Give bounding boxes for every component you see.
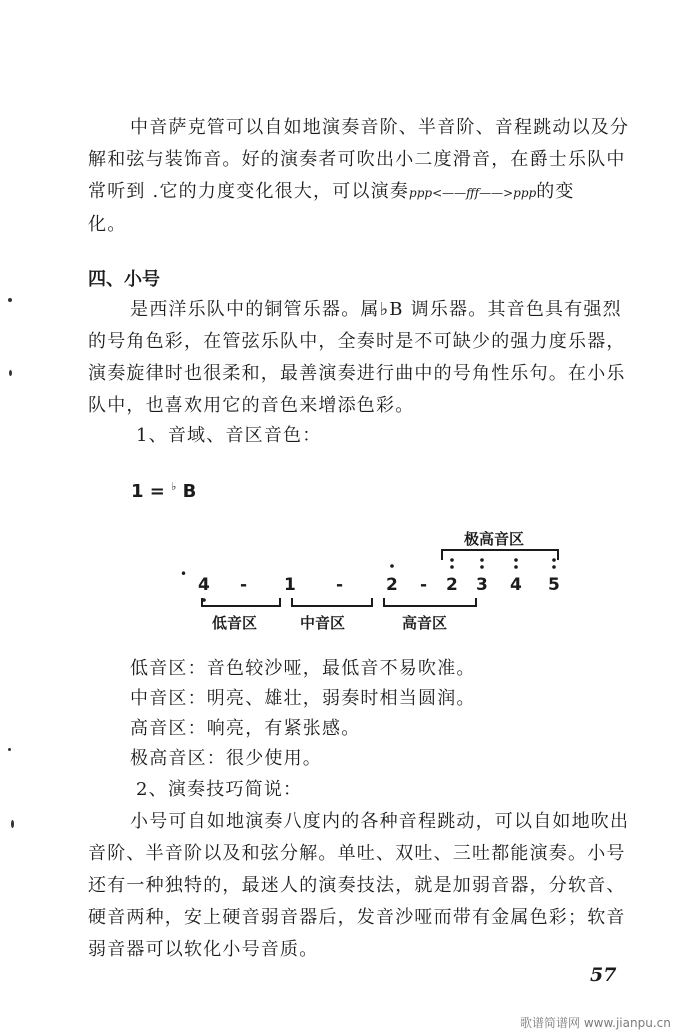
technique-line-2: 音阶、半音阶以及和弦分解。单吐、双吐、三吐都能演奏。小号 [88, 843, 626, 864]
margin-speck [8, 298, 12, 302]
subheading-technique: 2、演奏技巧简说： [136, 779, 303, 800]
trumpet-line-3: 演奏旋律时也很柔和，最善演奏进行曲中的号角性乐句。在小乐 [88, 363, 626, 384]
key-signature [131, 480, 196, 502]
note-5-higher: 5 [548, 575, 560, 595]
intro-line-3 [88, 176, 668, 209]
octave-dot [514, 558, 518, 562]
technique-line-1: 小号可自如地演奏八度内的各种音程跳动，可以自如地吹出 [130, 811, 630, 832]
trumpet-line-4: 队中，也喜欢用它的音色来增添色彩。 [88, 395, 415, 416]
register-descriptions [130, 654, 690, 774]
technique-line-5: 弱音器可以软化小号音质。 [88, 939, 319, 960]
sharp-mark: • [180, 567, 188, 581]
flat-sign: ♭ [171, 480, 177, 493]
label-extreme-high: 极高音区 [464, 530, 525, 548]
octave-dot [552, 558, 556, 562]
note-2-higher: 2 [446, 575, 458, 595]
octave-dot [514, 565, 518, 569]
intro-paragraph [130, 112, 690, 144]
intro-line-3-end: 的变 [536, 181, 575, 202]
dynamic-ppp-start: ppp [409, 186, 433, 200]
key-note: B [182, 481, 197, 502]
section-heading-trumpet: 四、小号 [88, 269, 160, 290]
technique-line-4: 硬音两种，安上硬音弱音器后，发音沙哑而带有金属色彩；软音 [88, 907, 626, 928]
octave-dot [480, 558, 484, 562]
register-notation [180, 520, 580, 644]
extreme-high-bracket [442, 550, 558, 560]
low-register-bracket [202, 598, 280, 606]
technique-line-3: 还有一种独特的，最迷人的演奏技法，就是加弱音器，分软音、 [88, 875, 626, 896]
intro-paragraph-cont [88, 144, 668, 241]
octave-dot [390, 564, 394, 568]
octave-dot [450, 565, 454, 569]
label-mid-register: 中音区 [300, 614, 346, 632]
register-notation-svg [180, 520, 580, 640]
mid-register-bracket [292, 598, 372, 606]
note-2-high: 2 [386, 575, 398, 595]
dash-1: - [240, 575, 248, 595]
dash-3: - [420, 575, 428, 595]
technique-paragraph-cont [88, 838, 668, 966]
margin-speck [9, 370, 12, 376]
note-3-higher: 3 [476, 575, 488, 595]
note-4-higher: 4 [510, 575, 522, 595]
note-1: 1 [284, 575, 296, 595]
intro-line-4: 化。 [88, 214, 127, 235]
dash-2: - [336, 575, 344, 595]
octave-dot [552, 565, 556, 569]
register-low-desc: 低音区：音色较沙哑，最低音不易吹准。 [130, 658, 476, 679]
key-prefix: 1 = [131, 481, 165, 502]
register-extreme-desc: 极高音区：很少使用。 [130, 748, 322, 769]
high-register-bracket [384, 598, 476, 606]
technique-paragraph [130, 806, 690, 838]
register-mid-desc: 中音区：明亮、雄壮，弱奏时相当圆润。 [130, 688, 476, 709]
dynamic-hairpin-fff: <——fff——> [432, 186, 514, 200]
note-4-low: 4 [198, 575, 210, 595]
octave-dot [450, 558, 454, 562]
subheading-range: 1、音域、音区音色： [136, 425, 322, 446]
intro-line-3-text: 常听到 .它的力度变化很大，可以演奏 [88, 181, 410, 202]
octave-dot [480, 565, 484, 569]
label-low-register: 低音区 [212, 614, 258, 632]
margin-speck [8, 748, 11, 751]
trumpet-line-2: 的号角色彩，在管弦乐队中，全奏时是不可缺少的强力度乐器， [88, 331, 626, 352]
intro-line-2: 解和弦与装饰音。好的演奏者可吹出小二度滑音，在爵士乐队中 [88, 149, 626, 170]
trumpet-paragraph [130, 294, 690, 326]
trumpet-paragraph-cont [88, 326, 668, 422]
trumpet-line-1: 是西洋乐队中的铜管乐器。属♭B 调乐器。其音色具有强烈 [130, 299, 622, 320]
dynamic-ppp-end: ppp [513, 186, 537, 200]
intro-line-1: 中音萨克管可以自如地演奏音阶、半音阶、音程跳动以及分 [130, 117, 630, 138]
page-number: 57 [590, 964, 617, 986]
margin-speck [11, 820, 14, 828]
label-high-register: 高音区 [402, 614, 448, 632]
register-high-desc: 高音区：响亮，有紧张感。 [130, 718, 361, 739]
watermark: 歌谱简谱网 www.jianpu.cn [520, 1016, 671, 1030]
